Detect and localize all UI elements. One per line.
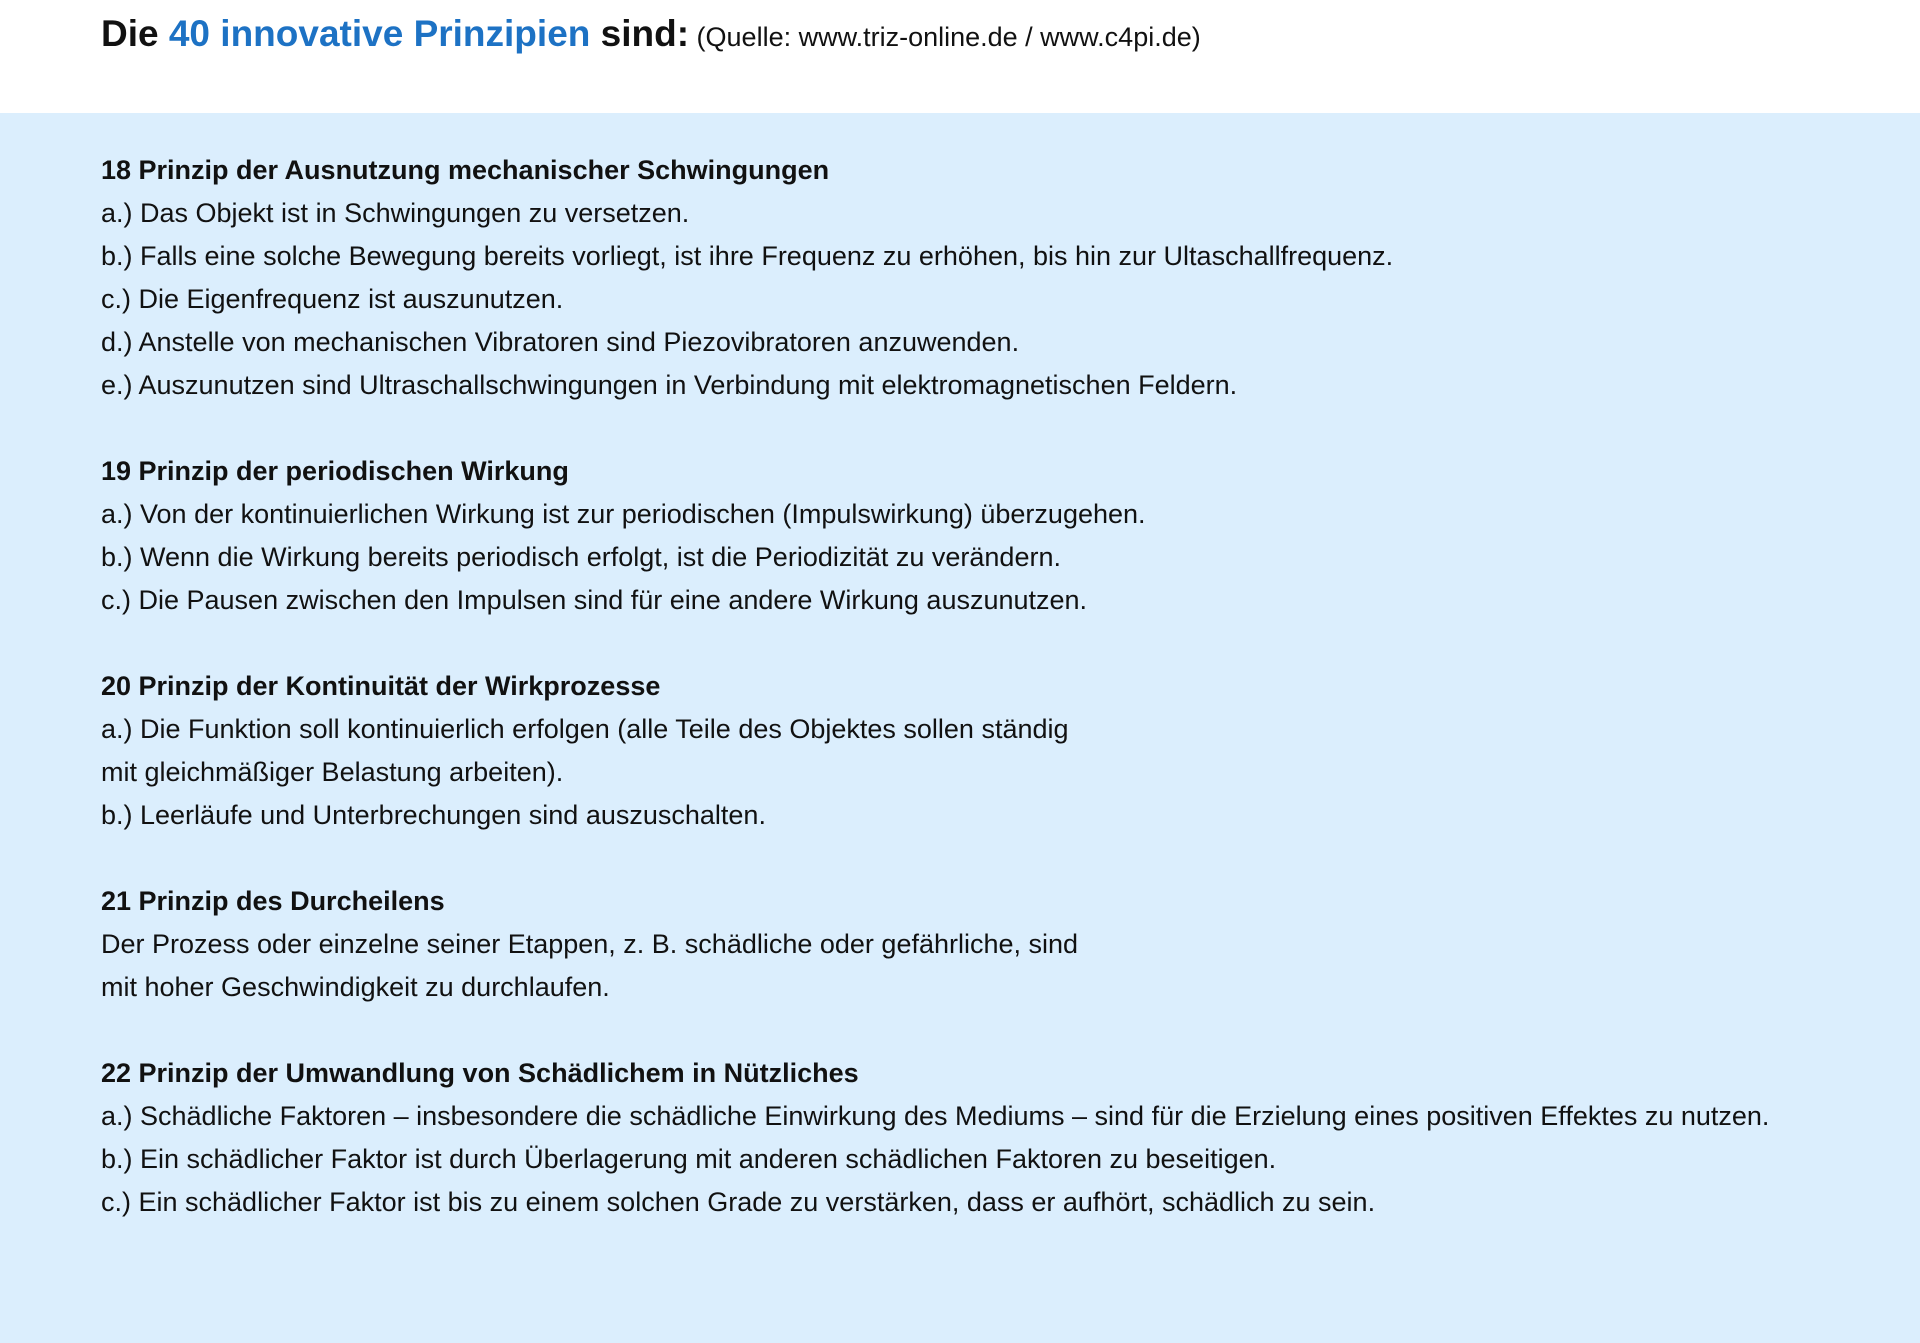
- principle-line: a.) Schädliche Faktoren – insbesondere die schädliche Einwirkung des Mediums – sind für die Erzielung eines positiven Effektes zu nutzen.: [101, 1101, 1770, 1131]
- principle-line: b.) Wenn die Wirkung bereits periodisch erfolgt, ist die Periodizität zu verändern.: [101, 542, 1061, 572]
- title-suffix: sind:: [590, 13, 690, 54]
- principle-line: c.) Ein schädlicher Faktor ist bis zu einem solchen Grade zu verstärken, dass er aufhört, schädlich zu sein.: [101, 1187, 1376, 1217]
- principle-line: mit hoher Geschwindigkeit zu durchlaufen.: [101, 972, 610, 1002]
- principle-line: b.) Falls eine solche Bewegung bereits vorliegt, ist ihre Frequenz zu erhöhen, bis hin zur Ultaschallfrequenz.: [101, 241, 1394, 271]
- principle-line: d.) Anstelle von mechanischen Vibratoren sind Piezovibratoren anzuwenden.: [101, 327, 1020, 357]
- principle-line: a.) Die Funktion soll kontinuierlich erfolgen (alle Teile des Objektes sollen ständig: [101, 714, 1069, 744]
- principle-21: [101, 880, 1881, 1009]
- principle-line: c.) Die Pausen zwischen den Impulsen sind für eine andere Wirkung auszunutzen.: [101, 585, 1088, 615]
- title-prefix: Die: [101, 13, 169, 54]
- title-accent: 40 innovative Prinzipien: [168, 13, 591, 54]
- principle-line: mit gleichmäßiger Belastung arbeiten).: [101, 757, 564, 787]
- principle-20: [101, 665, 1881, 837]
- principle-line: a.) Von der kontinuierlichen Wirkung ist zur periodischen (Impulswirkung) überzugehen.: [101, 499, 1146, 529]
- principle-line: Der Prozess oder einzelne seiner Etappen, z. B. schädliche oder gefährliche, sind: [101, 929, 1079, 959]
- principle-line: c.) Die Eigenfrequenz ist auszunutzen.: [101, 284, 564, 314]
- principle-line: b.) Ein schädlicher Faktor ist durch Überlagerung mit anderen schädlichen Faktoren zu beseitigen.: [101, 1144, 1277, 1174]
- principle-heading: 20 Prinzip der Kontinuität der Wirkprozesse: [101, 671, 661, 701]
- principles-list: [101, 149, 1881, 1267]
- source-note: (Quelle: www.triz-online.de / www.c4pi.de): [689, 22, 1201, 52]
- page-title: [101, 10, 1201, 61]
- principle-heading: 19 Prinzip der periodischen Wirkung: [101, 456, 569, 486]
- principle-22: [101, 1052, 1881, 1224]
- principle-line: b.) Leerläufe und Unterbrechungen sind auszuschalten.: [101, 800, 766, 830]
- principle-heading: 22 Prinzip der Umwandlung von Schädlichem in Nützliches: [101, 1058, 859, 1088]
- principle-heading: 21 Prinzip des Durcheilens: [101, 886, 445, 916]
- page-header: [0, 0, 1920, 113]
- principle-heading: 18 Prinzip der Ausnutzung mechanischer Schwingungen: [101, 155, 830, 185]
- principle-line: e.) Auszunutzen sind Ultraschallschwingungen in Verbindung mit elektromagnetischen Feldern.: [101, 370, 1238, 400]
- principle-18: [101, 149, 1881, 407]
- principle-19: [101, 450, 1881, 622]
- principle-line: a.) Das Objekt ist in Schwingungen zu versetzen.: [101, 198, 690, 228]
